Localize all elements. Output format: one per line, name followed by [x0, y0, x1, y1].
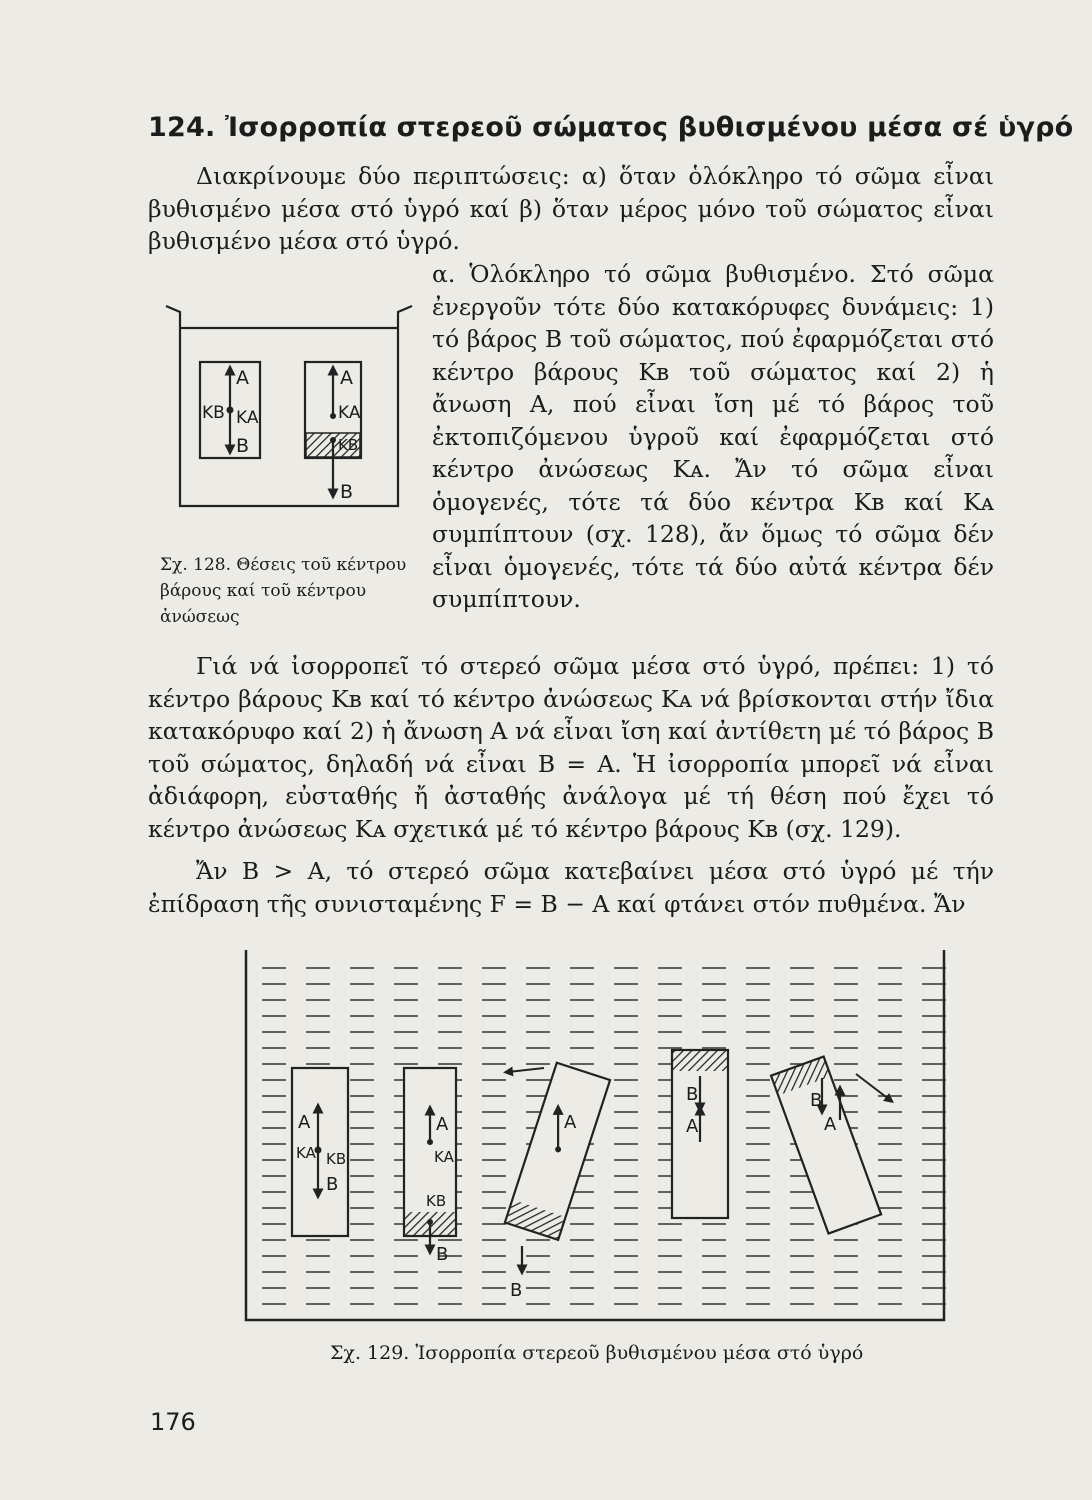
paragraph-intro: Διακρίνουμε δύο περιπτώσεις: α) ὅταν ὁλόκληρο τό σῶμα εἶναι βυθισμένο μέσα στό ὑγρό καί β) ὅταν μέρος μόνο τοῦ σώματος εἶναι βυθισμένο μέσα στό ὑγρό. [148, 162, 994, 255]
paragraph-sinking: Ἄν Β > Α, τό στερεό σῶμα κατεβαίνει μέσα στό ὑγρό μέ τήν ἐπίδραση τῆς συνισταμένης F = B − A καί φτάνει στόν πυθμένα. Ἄν [148, 857, 994, 918]
figure-129 [240, 950, 950, 1330]
paragraph-case-a: α. Ὁλόκληρο τό σῶμα βυθισμένο. Στό σῶμα ἐνεργοῦν τότε δύο κατακόρυφες δυνάμεις: 1) τό βάρος Β τοῦ σώματος, πού ἐφαρμόζεται στό κέντρο βάρους Κʙ τοῦ σώματος καί 2) ἡ ἄνωση Α, πού εἶναι ἴση μέ τό βάρος τοῦ ἐκτοπιζόμενου ὑγροῦ καί ἐφαρμόζεται στό κέντρο ἀνώσεως Κᴀ. Ἄν τό σῶμα εἶναι ὁμογενές, τότε τά δύο κέντρα Κʙ καί Κᴀ συμπίπτουν (σχ. 128), ἄν ὅμως τό σῶμα δέν εἶναι ὁμογενές, τότε τά δύο αὐτά κέντρα δέν συμπίπτουν. [432, 260, 994, 613]
page-number: 176 [150, 1408, 196, 1436]
fig129-label-b-2: B [436, 1244, 449, 1265]
figure-128-caption: Σχ. 128. Θέσεις τοῦ κέντρου βάρους καί τοῦ κέντρου ἀνώσεως [160, 555, 407, 627]
label-b-left: B [236, 435, 250, 457]
label-ka-left: KA [236, 408, 259, 428]
label-kb-left: KB [202, 403, 225, 423]
fig129-label-a-5: A [824, 1114, 837, 1135]
fig129-label-b-5: B [810, 1090, 823, 1111]
center-point-left [227, 407, 234, 414]
fig129-label-a-3: A [564, 1112, 577, 1133]
fig129-label-b-4: B [686, 1084, 699, 1105]
fig129-label-kb-2: KB [426, 1192, 447, 1210]
body-tilted-unstable [771, 1057, 881, 1234]
paragraph-equilibrium: Γιά νά ἰσορροπεῖ τό στερεό σῶμα μέσα στό ὑγρό, πρέπει: 1) τό κέντρο βάρους Κʙ καί τό κέντρο ἀνώσεως Κᴀ νά βρίσκονται στήν ἴδια κατακόρυφο καί 2) ἡ ἄνωση Α νά εἶναι ἴση καί ἀντίθετη μέ τό βάρος Β τοῦ σώματος, δηλαδή νά εἶναι Β = Α. Ἡ ἰσορροπία μπορεῖ νά εἶναι ἀδιάφορη, εὐσταθής ἤ ἀσταθής ἀνάλογα μέ τή θέση πού ἔχει τό κέντρο ἀνώσεως Κᴀ σχετικά μέ τό κέντρο βάρους Κʙ (σχ. 129). [148, 652, 994, 843]
body-tilted-stable [505, 1063, 610, 1240]
fig129-label-ka-1: KA [296, 1144, 316, 1162]
label-a-right: A [340, 367, 353, 389]
fig129-label-ka-2: KA [434, 1148, 454, 1166]
fig129-label-a-2: A [436, 1114, 449, 1135]
fig129-label-b-3: B [510, 1280, 523, 1301]
fig129-label-a-1: A [298, 1112, 311, 1133]
fig129-label-kb-1: KB [326, 1150, 347, 1168]
center-of-gravity-right [330, 437, 336, 443]
figure-129-caption: Σχ. 129. Ἰσορροπία στερεοῦ βυθισμένου μέσα στό ὑγρό [330, 1342, 864, 1364]
label-b-right: B [340, 481, 354, 503]
center-of-buoyancy-right [330, 413, 336, 419]
fig129-label-b-1: B [326, 1174, 339, 1195]
body-unstable-weight [673, 1051, 727, 1071]
section-heading: 124. Ἰσορροπία στερεοῦ σώματος βυθισμένου μέσα σέ ὑγρό [148, 112, 1074, 143]
label-a-left: A [236, 367, 249, 389]
fig129-label-a-4: A [686, 1116, 699, 1137]
label-ka-right: KA [338, 403, 361, 423]
label-kb-right: KB [338, 436, 359, 454]
figure-128 [160, 298, 415, 518]
